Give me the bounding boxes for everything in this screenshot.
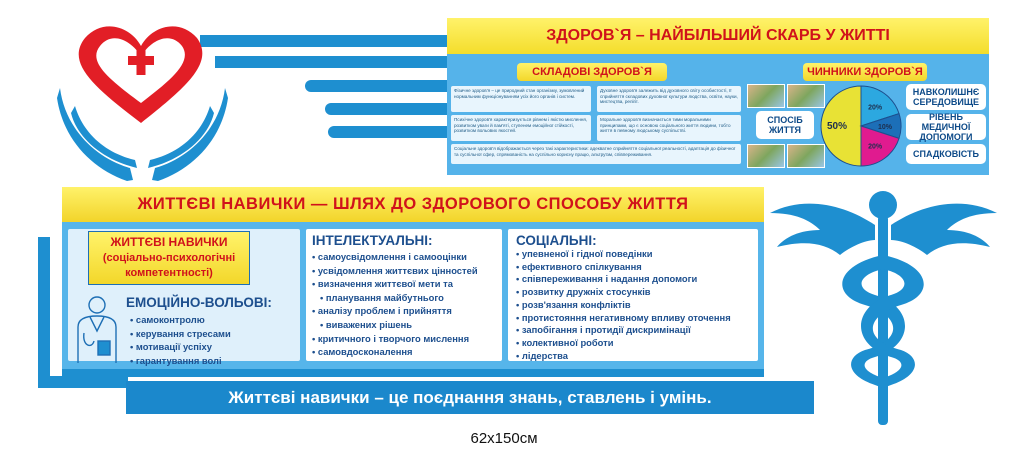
heart-cross-icon	[55, 18, 230, 183]
emotional-list	[130, 313, 300, 367]
list-item: • самовдосконалення	[312, 345, 502, 359]
life-skills-box-line1: ЖИТТЄВІ НАВИЧКИ	[110, 235, 228, 249]
pie-label-1: 20%	[868, 104, 883, 112]
list-item: • аналізу проблем і прийняття	[312, 304, 502, 318]
list-item: • співпереживання і надання допомоги	[516, 273, 758, 286]
physical-health-card: Фізичне здоров'я – це природний стан організму, зумовлений нормальним функціонуванням усіх його органів і систем.	[451, 86, 591, 112]
spiritual-health-card: Духовне здоров'я залежить від духовного світу особистості, її сприйняття складових духовної культури людства, освіти, науки, мистецтва, релігії.	[597, 86, 741, 112]
components-header: СКЛАДОВІ ЗДОРОВ`Я	[517, 63, 667, 81]
factors-pie-chart	[819, 84, 903, 168]
list-item: • критичного і творчого мислення	[312, 332, 502, 346]
health-board	[447, 18, 989, 175]
list-item: • планування майбутнього	[312, 291, 502, 305]
factor-lifestyle: СПОСІБ ЖИТТЯ	[756, 111, 814, 139]
deco-line-4	[325, 103, 447, 115]
pie-label-2: 10%	[877, 124, 893, 131]
social-heading: СОЦІАЛЬНІ:	[516, 233, 597, 248]
emotional-heading: ЕМОЦІЙНО-ВОЛЬОВІ:	[126, 295, 272, 310]
list-item: • протистояння негативному впливу оточення	[516, 312, 758, 325]
photo-3	[747, 144, 785, 168]
doctor-icon	[68, 291, 126, 365]
social-health-card: Соціальне здоров'я відображається через такі характеристики: адекватне сприйняття соціальної реальності, адаптація до фізичної та суспільної сфер, спрямованість на суспільно корисну працю, альтруїзм, співпереживання.	[451, 144, 741, 164]
deco-line-1	[200, 35, 450, 47]
list-item: • мотивації успіху	[130, 340, 300, 354]
list-item: • самоконтролю	[130, 313, 300, 327]
social-list	[516, 248, 758, 362]
pie-label-3: 20%	[868, 143, 883, 151]
intellectual-list	[312, 250, 502, 359]
health-board-title: ЗДОРОВ`Я – НАЙБІЛЬШИЙ СКАРБ У ЖИТТІ	[447, 18, 989, 54]
pie-label-0: 50%	[826, 121, 848, 132]
list-item: • колективної роботи	[516, 337, 758, 350]
factor-medical: РІВЕНЬ МЕДИЧНОЇ ДОПОМОГИ	[906, 114, 986, 140]
life-skills-box	[88, 231, 250, 285]
factor-environment: НАВКОЛИШНЄ СЕРЕДОВИЩЕ	[906, 84, 986, 110]
life-skills-board	[62, 187, 764, 369]
photo-1	[747, 84, 785, 108]
list-item: • розв'язання конфліктів	[516, 299, 758, 312]
list-item: • керування стресами	[130, 327, 300, 341]
moral-health-card: Моральне здоров'я визначається тими моральними принципами, що є основою соціального життя людини, тобто життя в певному людському суспільстві.	[597, 115, 741, 141]
deco-left-bar	[38, 237, 50, 387]
deco-line-3	[305, 80, 447, 92]
list-item: • гарантування волі	[130, 354, 300, 368]
deco-line-5	[328, 126, 447, 138]
factor-heredity: СПАДКОВІСТЬ	[906, 144, 986, 164]
list-item: • самоусвідомлення і самооцінки	[312, 250, 502, 264]
list-item: • визначення життєвої мети та	[312, 277, 502, 291]
intellectual-heading: ІНТЕЛЕКТУАЛЬНІ:	[312, 233, 433, 248]
list-item: • запобігання і протидії дискримінації	[516, 324, 758, 337]
list-item: • усвідомлення життєвих цінностей	[312, 264, 502, 278]
life-skills-box-line3: компетентності)	[125, 267, 213, 279]
list-item: • ефективного спілкування	[516, 261, 758, 274]
factors-header: ЧИННИКИ ЗДОРОВ`Я	[803, 63, 927, 81]
mental-health-card: Психічне здоров'я характеризується рівнем і якістю мислення, розвитком уваги й пам'яті, ступенем емоційної стійкості, розвитком вольових якостей.	[451, 115, 591, 141]
footer-banner: Життєві навички – це поєднання знань, ставлень і умінь.	[126, 381, 814, 414]
deco-bottom-bar	[38, 376, 128, 388]
life-skills-box-line2: (соціально-психологічні	[102, 251, 236, 264]
deco-line-2	[215, 56, 447, 68]
size-label: 62х150см	[470, 430, 538, 447]
list-item: • виважених рішень	[312, 318, 502, 332]
list-item: • лідерства	[516, 350, 758, 363]
list-item: • упевненої і гідної поведінки	[516, 248, 758, 261]
life-skills-title: ЖИТТЄВІ НАВИЧКИ — ШЛЯХ ДО ЗДОРОВОГО СПОСОБУ ЖИТТЯ	[62, 187, 764, 222]
list-item: • розвитку дружніх стосунків	[516, 286, 758, 299]
